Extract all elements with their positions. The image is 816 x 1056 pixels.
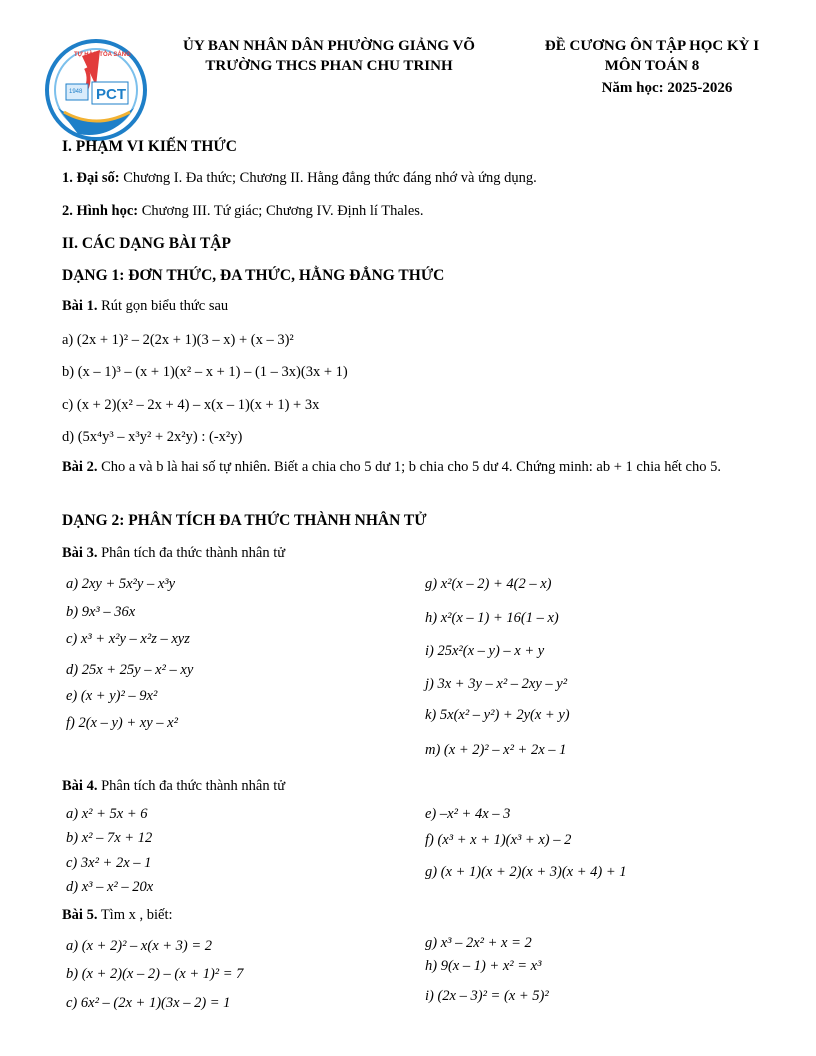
exercise-3-text: Phân tích đa thức thành nhân tử (97, 545, 286, 561)
exercise-1-text: Rút gọn biểu thức sau (97, 298, 229, 314)
exercise-4-e: e) –x² + 4x – 3 (425, 806, 511, 822)
type-2-title: DẠNG 2: PHÂN TÍCH ĐA THỨC THÀNH NHÂN TỬ (62, 512, 427, 529)
exercise-5-i: i) (2x – 3)² = (x + 5)² (425, 988, 549, 1004)
logo-text: PCT (96, 86, 126, 103)
exercise-4-c: c) 3x² + 2x – 1 (66, 855, 152, 871)
exercise-4-label: Bài 4. (62, 778, 98, 794)
exercise-5-h: h) 9(x – 1) + x² = x³ (425, 958, 542, 974)
item-2-text: Chương III. Tứ giác; Chương IV. Định lí Thales. (138, 203, 424, 219)
header-school: TRƯỜNG THCS PHAN CHU TRINH (205, 58, 453, 74)
exercise-3-heading (62, 545, 285, 562)
header-doc-title: ĐỀ CƯƠNG ÔN TẬP HỌC KỲ I (544, 38, 760, 54)
exercise-3-c: c) x³ + x²y – x²z – xyz (66, 631, 190, 647)
exercise-5-text: Tìm x , biết: (97, 907, 173, 923)
section-1-title: I. PHẠM VI KIẾN THỨC (62, 138, 237, 155)
exercise-3-b: b) 9x³ – 36x (66, 604, 136, 620)
exercise-4-b: b) x² – 7x + 12 (66, 830, 153, 846)
logo-year: 1948 (69, 89, 83, 95)
exercise-5-c: c) 6x² – (2x + 1)(3x – 2) = 1 (66, 995, 231, 1011)
type-1-title: DẠNG 1: ĐƠN THỨC, ĐA THỨC, HẰNG ĐẲNG THỨC (62, 267, 445, 284)
exercise-3-d: d) 25x + 25y – x² – xy (66, 662, 194, 678)
section-1-item-1 (62, 170, 537, 187)
exercise-3-label: Bài 3. (62, 545, 98, 561)
exercise-3-h: h) x²(x – 1) + 16(1 – x) (425, 610, 559, 626)
item-1-label: 1. Đại số: (62, 170, 120, 186)
exercise-3-j: j) 3x + 3y – x² – 2xy – y² (425, 676, 568, 692)
section-1-item-2 (62, 203, 424, 220)
header-subject: MÔN TOÁN 8 (604, 58, 700, 74)
exercise-4-a: a) x² + 5x + 6 (66, 806, 148, 822)
header-authority: ỦY BAN NHÂN DÂN PHƯỜNG GIẢNG VÕ (183, 38, 475, 54)
exercise-1-label: Bài 1. (62, 298, 98, 314)
exercise-5-b: b) (x + 2)(x – 2) – (x + 1)² = 7 (66, 966, 244, 982)
exercise-5-heading (62, 907, 173, 924)
exercise-2-label: Bài 2. (62, 459, 98, 475)
exercise-1-d: d) (5x⁴y³ – x³y² + 2x²y) : (-x²y) (62, 429, 243, 445)
exercise-3-e: e) (x + y)² – 9x² (66, 688, 158, 704)
exercise-4-text: Phân tích đa thức thành nhân tử (97, 778, 286, 794)
header-school-year: Năm học: 2025-2026 (601, 80, 733, 96)
exercise-3-m: m) (x + 2)² – x² + 2x – 1 (425, 742, 567, 758)
section-2-title: II. CÁC DẠNG BÀI TẬP (62, 235, 231, 252)
exercise-5-g: g) x³ – 2x² + x = 2 (425, 935, 532, 951)
exercise-1-c: c) (x + 2)(x² – 2x + 4) – x(x – 1)(x + 1) + 3x (62, 397, 320, 413)
exercise-3-k: k) 5x(x² – y²) + 2y(x + y) (425, 707, 570, 723)
exercise-3-g: g) x²(x – 2) + 4(2 – x) (425, 576, 552, 592)
exercise-4-heading (62, 778, 285, 795)
exercise-5-a: a) (x + 2)² – x(x + 3) = 2 (66, 938, 213, 954)
school-logo (44, 38, 148, 142)
logo-ring-text: TỰ HÀO TỎA SÁNG (74, 52, 131, 58)
exercise-4-d: d) x³ – x² – 20x (66, 879, 154, 895)
item-2-label: 2. Hình học: (62, 203, 139, 219)
exercise-1-b: b) (x – 1)³ – (x + 1)(x² – x + 1) – (1 – 3x)(3x + 1) (62, 364, 348, 380)
exercise-5-label: Bài 5. (62, 907, 98, 923)
exercise-4-f: f) (x³ + x + 1)(x³ + x) – 2 (425, 832, 572, 848)
item-1-text: Chương I. Đa thức; Chương II. Hằng đẳng thức đáng nhớ và ứng dụng. (119, 170, 537, 186)
exercise-3-a: a) 2xy + 5x²y – x³y (66, 576, 176, 592)
exercise-2 (62, 459, 774, 476)
exercise-2-text: Cho a và b là hai số tự nhiên. Biết a chia cho 5 dư 1; b chia cho 5 dư 4. Chứng minh: ab + 1 chia hết cho 5. (97, 459, 721, 475)
exercise-1-heading (62, 298, 228, 315)
exercise-3-f: f) 2(x – y) + xy – x² (66, 715, 178, 731)
exercise-4-g: g) (x + 1)(x + 2)(x + 3)(x + 4) + 1 (425, 864, 627, 880)
exercise-1-a: a) (2x + 1)² – 2(2x + 1)(3 – x) + (x – 3)² (62, 332, 294, 348)
exercise-3-i: i) 25x²(x – y) – x + y (425, 643, 545, 659)
